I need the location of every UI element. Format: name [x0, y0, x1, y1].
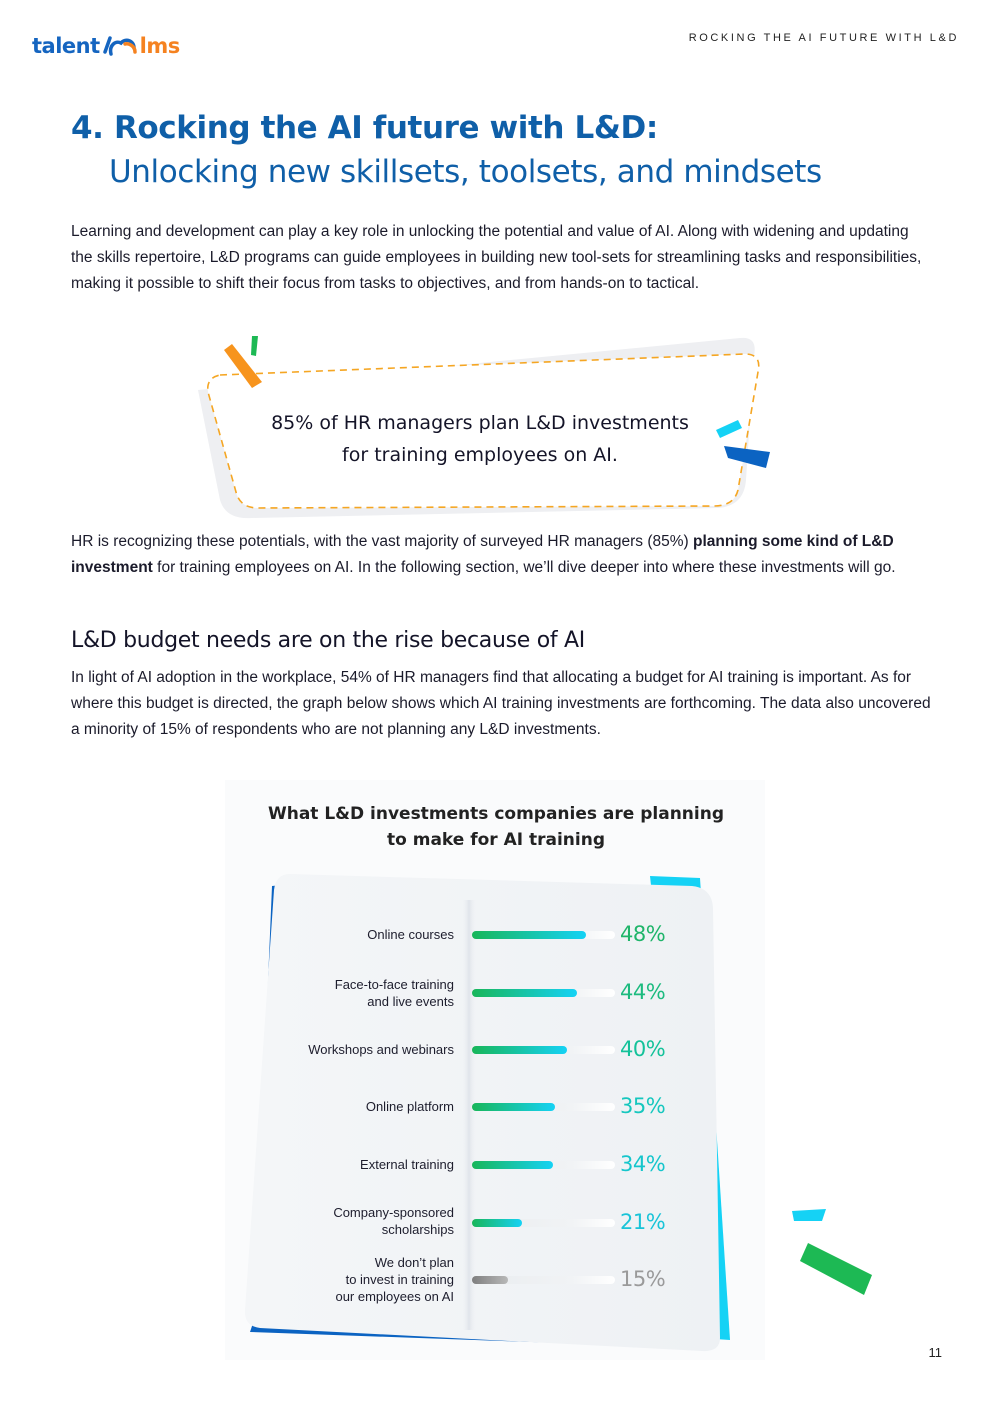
bar-label-line: Face-to-face training [334, 977, 454, 992]
talentlms-logo [32, 30, 180, 62]
logo-text-lms: lms [139, 34, 180, 58]
decorative-green-shard-icon [788, 1205, 878, 1300]
bar-track [472, 1219, 615, 1227]
page-subtitle: Unlocking new skillsets, toolsets, and mindsets [109, 154, 822, 190]
bar-track [472, 989, 615, 997]
bar [472, 1276, 508, 1284]
bar [472, 931, 586, 939]
bar-label-line: scholarships [381, 1222, 454, 1237]
bar-label-line: Online platform [365, 1099, 454, 1114]
bar-label-line: External training [360, 1157, 454, 1172]
bar [472, 1046, 567, 1054]
page-number: 11 [928, 1345, 942, 1360]
bar-label [234, 1156, 454, 1173]
section-tag: ROCKING THE AI FUTURE WITH L&D [688, 32, 959, 44]
bar-label-line: Company-sponsored [333, 1205, 454, 1220]
bar-label-line: Workshops and webinars [308, 1042, 454, 1057]
bar-label-line: Online courses [367, 927, 454, 942]
value-label: 35% [620, 1094, 666, 1118]
bar [472, 1219, 522, 1227]
callout-line-2: for training employees on AI. [342, 444, 618, 466]
budget-paragraph: In light of AI adoption in the workplace, 54% of HR managers find that allocating a budget for AI training is important. As for where this budget is directed, the graph below shows which AI training investments are forthcoming. The data also uncovered a minority of 15% of respondents who are not planning any L&D investments. [71, 669, 931, 738]
bar-label-line: our employees on AI [335, 1289, 454, 1304]
callout-line-1: 85% of HR managers plan L&D investments [271, 412, 689, 434]
cloud-logo-icon [101, 34, 139, 58]
bar-label [234, 1098, 454, 1115]
bar-track [472, 1161, 615, 1169]
chart-title-line-1: What L&D investments companies are planning [267, 804, 725, 824]
hr-paragraph-end: for training employees on AI. In the following section, we’ll dive deeper into where these investments will go. [152, 559, 896, 576]
chart-title [240, 801, 752, 853]
hr-paragraph-start: HR is recognizing these potentials, with the vast majority of surveyed HR managers (85%) [71, 533, 693, 550]
page-title: 4. Rocking the AI future with L&D: [71, 110, 658, 146]
bar-label [234, 926, 454, 943]
chart-title-line-2: to make for AI training [387, 830, 605, 850]
budget-heading: L&D budget needs are on the rise because of AI [71, 628, 585, 653]
bar [472, 1103, 555, 1111]
bar-track [472, 1276, 615, 1284]
logo-text-talent: talent [32, 34, 100, 58]
value-label: 44% [620, 980, 666, 1004]
bar-label [234, 1254, 454, 1305]
bar [472, 1161, 553, 1169]
intro-paragraph: Learning and development can play a key role in unlocking the potential and value of AI. Along with widening and updating the skills repertoire, L&D programs can guide employees in building new tool-sets for streamlining tasks and responsibilities, making it possible to shift their focus from tasks to objectives, and from hands-on to tactical. [71, 223, 922, 292]
bar-label [234, 1204, 454, 1238]
hr-paragraph-highlight: planning some kind of L&D investment [71, 533, 894, 576]
bar-label-line: We don’t plan [374, 1255, 454, 1270]
value-label: 34% [620, 1152, 666, 1176]
decorative-orange-shard-icon [220, 332, 270, 392]
value-label: 48% [620, 922, 666, 946]
bar-label [234, 1041, 454, 1058]
value-label: 40% [620, 1037, 666, 1061]
bar-label [234, 976, 454, 1010]
value-label: 15% [620, 1267, 666, 1291]
hr-paragraph [71, 529, 931, 581]
bar-track [472, 1103, 615, 1111]
bar-track [472, 1046, 615, 1054]
callout-statistic [215, 407, 745, 471]
value-label: 21% [620, 1210, 666, 1234]
bar-label-line: and live events [367, 994, 454, 1009]
bar [472, 989, 577, 997]
bar-label-line: to invest in training [345, 1272, 454, 1287]
bar-track [472, 931, 615, 939]
